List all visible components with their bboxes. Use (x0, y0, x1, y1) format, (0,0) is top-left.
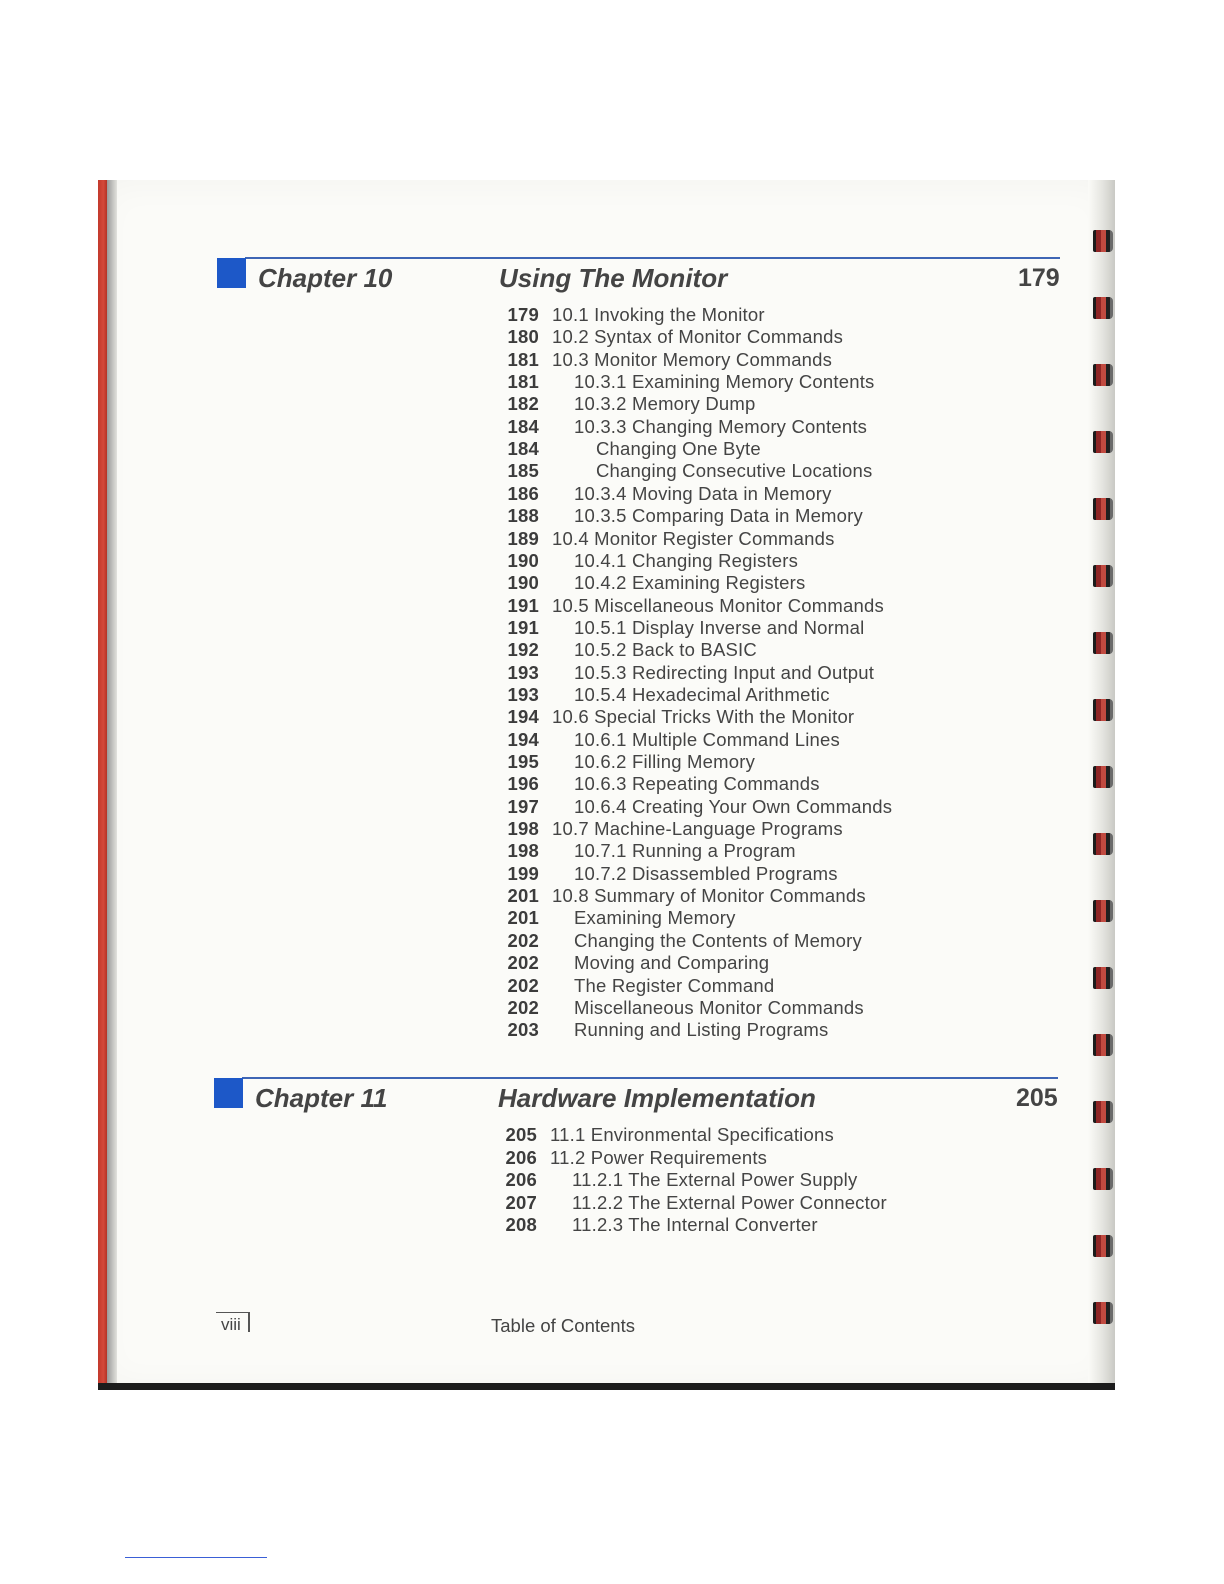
binding-ring (1093, 1235, 1113, 1257)
chapter-page-number: 179 (1018, 264, 1060, 292)
toc-entry-page: 186 (507, 482, 539, 504)
toc-entry-title: 10.5.2 Back to BASIC (574, 639, 757, 661)
toc-entry-page: 191 (507, 594, 539, 616)
toc-entry-page: 190 (507, 549, 539, 571)
binding-ring (1093, 297, 1113, 319)
toc-entry-page: 198 (507, 818, 539, 840)
binding-ring (1093, 1034, 1113, 1056)
toc-entry-title: 10.3 Monitor Memory Commands (552, 348, 833, 370)
toc-entry-title: 11.2.1 The External Power Supply (572, 1169, 858, 1191)
page-bottom-edge (98, 1383, 1115, 1390)
binding-ring (1093, 431, 1113, 453)
toc-entry-page: 179 (507, 304, 539, 325)
toc-entry-page: 193 (507, 683, 539, 705)
binding-ring (1093, 565, 1113, 587)
toc-entry-title: 10.3.1 Examining Memory Contents (574, 371, 875, 393)
toc-entry-title: 11.2 Power Requirements (550, 1146, 768, 1168)
toc-entry-title: 11.1 Environmental Specifications (550, 1124, 834, 1145)
binding-ring (1093, 1101, 1113, 1123)
toc-entry-title: 10.6.2 Filling Memory (574, 751, 756, 772)
toc-entry-title: Running and Listing Programs (574, 1019, 829, 1041)
toc-entry-title: Miscellaneous Monitor Commands (574, 996, 864, 1018)
binding-ring (1093, 967, 1113, 989)
toc-entry-page: 207 (505, 1191, 537, 1213)
bottom-rule (125, 1557, 267, 1558)
toc-entry-page: 188 (507, 505, 539, 527)
toc-entry-title: 10.3.3 Changing Memory Contents (574, 415, 868, 437)
toc-entry-page: 195 (507, 751, 539, 772)
toc-entry-title: 10.7 Machine-Language Programs (552, 818, 843, 840)
toc-entry-page: 193 (507, 661, 539, 683)
binding-ring (1093, 699, 1113, 721)
toc-entry-title: Changing One Byte (596, 438, 761, 460)
chapter-label: Chapter 11 (255, 1083, 388, 1113)
footer-page-number: viii (221, 1315, 241, 1334)
toc-entry-title: Changing Consecutive Locations (596, 460, 873, 482)
toc-entry-page: 205 (505, 1124, 537, 1145)
chapter-label: Chapter 10 (258, 263, 393, 293)
toc-entry-page: 185 (507, 460, 539, 482)
toc-entry-title: 10.5.1 Display Inverse and Normal (574, 616, 865, 638)
toc-entry-title: 10.6.1 Multiple Command Lines (574, 728, 840, 750)
toc-entry-page: 196 (507, 773, 539, 795)
toc-entry-title: 10.2 Syntax of Monitor Commands (552, 326, 844, 348)
footer-section-title: Table of Contents (491, 1315, 635, 1336)
toc-entry-page: 201 (507, 885, 539, 907)
chapter-page-number: 205 (1016, 1084, 1058, 1112)
toc-entry-page: 202 (507, 996, 539, 1018)
toc-entry-page: 194 (507, 728, 539, 750)
book-cover-edge (98, 180, 107, 1385)
chapter-title: Hardware Implementation (498, 1083, 816, 1113)
chapter-rule (242, 1077, 1058, 1079)
toc-entry-page: 184 (507, 438, 539, 460)
toc-entry-page: 182 (507, 393, 539, 415)
footer-mark (248, 1312, 250, 1332)
chapter-rule (245, 257, 1060, 259)
toc-entry-title: 10.7.1 Running a Program (574, 840, 796, 862)
toc-entry-title: 10.7.2 Disassembled Programs (574, 862, 838, 884)
toc-entry-page: 180 (507, 326, 539, 348)
toc-entry-title: 10.6.3 Repeating Commands (574, 773, 820, 795)
toc-entry-page: 203 (507, 1019, 539, 1041)
toc-entry-title: 10.3.2 Memory Dump (574, 393, 756, 415)
toc-entry-title: 10.6 Special Tricks With the Monitor (552, 706, 855, 728)
toc-entry-page: 190 (507, 572, 539, 594)
toc-entry-page: 198 (507, 840, 539, 862)
toc-entry-page: 201 (507, 907, 539, 929)
footer-mark (216, 1312, 249, 1313)
toc-entry-title: 10.4.2 Examining Registers (574, 572, 806, 594)
binding-ring (1093, 498, 1113, 520)
binding-ring (1093, 900, 1113, 922)
toc-entry-page: 189 (507, 527, 539, 549)
toc-entry-page: 199 (507, 862, 539, 884)
toc-entry-page: 202 (507, 929, 539, 951)
toc-entry-title: 10.6.4 Creating Your Own Commands (574, 795, 893, 817)
chapter-title: Using The Monitor (499, 263, 728, 293)
toc-entry-title: 10.5 Miscellaneous Monitor Commands (552, 594, 884, 616)
toc-entry-title: 10.5.4 Hexadecimal Arithmetic (574, 683, 830, 705)
toc-entry-page: 208 (505, 1214, 537, 1236)
binding-ring (1093, 364, 1113, 386)
toc-entry-page: 181 (507, 371, 539, 393)
chapter-marker (214, 1078, 243, 1108)
toc-entry-page: 191 (507, 616, 539, 638)
toc-entry-title: 10.3.5 Comparing Data in Memory (574, 505, 863, 527)
chapter-marker (217, 258, 246, 288)
toc-entry-title: 10.5.3 Redirecting Input and Output (574, 661, 875, 683)
toc-entry-page: 206 (505, 1169, 537, 1191)
toc-entry-page: 202 (507, 952, 539, 974)
toc-entry-title: 10.8 Summary of Monitor Commands (552, 885, 866, 907)
page-gutter (107, 180, 117, 1385)
binding-ring (1093, 1302, 1113, 1324)
toc-entry-title: 10.1 Invoking the Monitor (552, 304, 765, 325)
toc-entry-title: 10.4 Monitor Register Commands (552, 527, 835, 549)
toc-entry-title: 10.3.4 Moving Data in Memory (574, 482, 832, 504)
toc-entry-page: 181 (507, 348, 539, 370)
toc-entry-title: Moving and Comparing (574, 952, 770, 974)
toc-entry-title: Changing the Contents of Memory (574, 929, 862, 951)
toc-entry-title: 11.2.3 The Internal Converter (572, 1214, 818, 1236)
toc-entry-page: 184 (507, 415, 539, 437)
toc-entry-title: 11.2.2 The External Power Connector (572, 1191, 887, 1213)
toc-entry-page: 194 (507, 706, 539, 728)
binding-ring (1093, 766, 1113, 788)
binding-ring (1093, 632, 1113, 654)
toc-entry-page: 206 (505, 1146, 537, 1168)
toc-entry-page: 192 (507, 639, 539, 661)
binding-ring (1093, 230, 1113, 252)
binding-ring (1093, 833, 1113, 855)
toc-entry-title: The Register Command (574, 974, 775, 996)
binding-ring (1093, 1168, 1113, 1190)
toc-entry-title: Examining Memory (574, 907, 736, 929)
toc-entry-title: 10.4.1 Changing Registers (574, 549, 799, 571)
toc-entry-page: 197 (507, 795, 539, 817)
toc-entry-page: 202 (507, 974, 539, 996)
